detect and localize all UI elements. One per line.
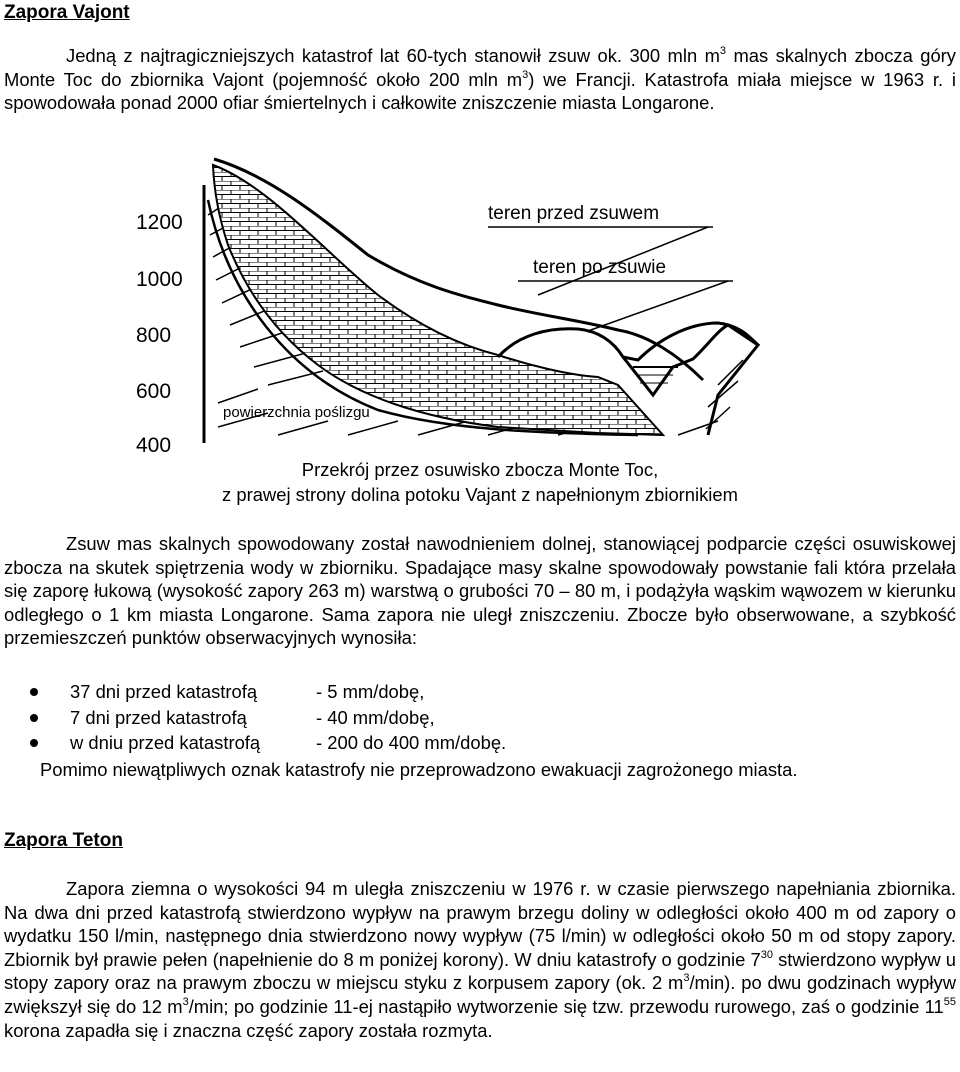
bullet-icon [30,688,38,696]
y-tick-400: 400 [136,434,172,457]
label-terrain-after: teren po zsuwie [533,257,667,278]
bullet-icon [30,739,38,747]
teton-paragraph: Zapora ziemna o wysokości 94 m uległa zniszczeniu w 1976 r. w czasie pierwszego napełniania zbiornika. Na dwa dni przed katastrofą stwierdzono wypływ na prawym brzegu doliny w odległości około 400 m od zapory o wydatku 150 l/min, następnego dnia stwierdzono nowy wypływ (75 l/min) w odległości około 50 m od stopy zapory. Zbiornik był prawie pełen (napełnienie do 8 m poniżej korony). W dniu katastrofy o godzinie $7^{30}$ stwierdzono wypływ u stopy zapory oraz na prawym zboczu w miejscu styku z korpusem zapory (ok. 2 $m^3/\min$). po dwu godzinach wypływ zwiększył się do 12 $m^3/\min$; po godzinie 11-ej nastąpiło wytworzenie się tzw. przewodu rurowego, zaś o godzinie $11^{55}$ korona zapadła się i znaczna część zapory została rozmyta. [4,878,956,1041]
y-tick-800: 800 [136,324,172,347]
vajont-body-paragraph: Zsuw mas skalnych spowodowany został nawodnieniem dolnej, stanowiącej podparcie części osuwiskowej zbocza na skutek spiętrzenia wody w zbiorniku. Spadające masy skalne spowodowały powstanie fali która przelała się zaporę łukową (wysokość zapory 263 m) warstwą o grubości 70 – 80 m, i podążyła wąskim wąwozem w kierunku odległego o 1 km miasta Longarone. Sama zapora nie uległ zniszczeniu. Zbocze było obserwowane, a szybkość przemieszczeń punktów obserwacyjnych wynosiła: [4,533,956,649]
landslide-cross-section-figure [118,145,918,460]
cross-section-diagram [118,145,918,460]
bullet-icon [30,714,38,722]
y-tick-1200: 1200 [136,211,183,234]
figure-caption-line-2: z prawej strony dolina potoku Vajant z napełnionym zbiornikiem [222,484,738,505]
label-terrain-before: teren przed zsuwem [488,203,660,224]
figure-caption-line-1: Przekrój przez osuwisko zbocza Monte Toc, [301,459,659,480]
section-title-teton: Zapora Teton [4,830,123,851]
label-slip-surface: powierzchnia poślizgu [223,404,370,421]
y-tick-600: 600 [136,380,172,403]
vajont-closing-sentence: Pomimo niewątpliwych oznak katastrofy nie przeprowadzono ewakuacji zagrożonego miasta. [40,759,798,780]
y-tick-1000: 1000 [136,268,183,291]
terrain-after-line [498,323,758,360]
vajont-intro-paragraph: Jedną z najtragiczniejszych katastrof lat 60-tych stanowił zsuw ok. 300 mln $m^3$ mas skalnych zbocza góry Monte Toc do zbiornika Vajont (pojemność około 200 mln $m^3$) we Francji. Katastrofa miała miejsce w 1963 r. i spowodowała ponad 2000 ofiar śmiertelnych i całkowite zniszczenie miasta Longarone. [4,45,957,114]
section-title-vajont: Zapora Vajont [4,2,130,23]
